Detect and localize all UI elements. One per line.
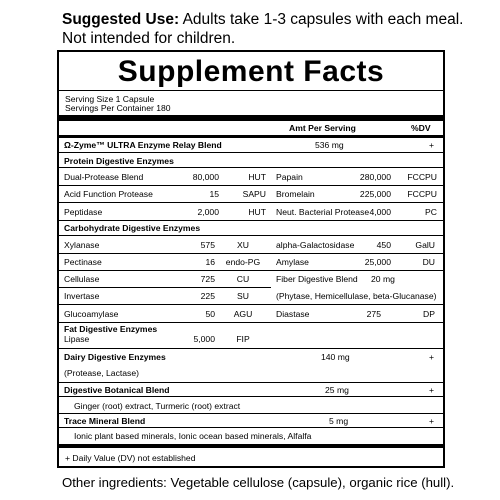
enzyme-name: Invertase — [64, 291, 100, 301]
enzyme-name: Glucoamylase — [64, 309, 119, 319]
amt-per-serving-header: Amt Per Serving — [289, 123, 356, 133]
divider — [59, 270, 443, 271]
botanical-header: Digestive Botanical Blend — [64, 385, 170, 395]
divider — [59, 382, 443, 383]
enzyme-value: 225,000 — [359, 189, 391, 199]
enzyme-unit: CU — [236, 274, 250, 284]
enzyme-value: 725 — [200, 274, 215, 284]
divider — [59, 202, 443, 203]
servings-per-container: Servings Per Container 180 — [65, 103, 171, 113]
divider — [59, 253, 443, 254]
enzyme-name: Xylanase — [64, 240, 100, 250]
mineral-dv: + — [429, 416, 435, 426]
dairy-dv: + — [429, 352, 435, 362]
suggested-use-text: Adults take 1-3 capsules with each meal. Not intended for children. — [62, 11, 464, 47]
thick-divider — [59, 115, 443, 121]
enzyme-value: 4,000 — [369, 207, 391, 217]
divider — [59, 322, 443, 323]
dairy-amount: 140 mg — [321, 352, 350, 362]
enzyme-value: 50 — [205, 309, 215, 319]
enzyme-unit: AGU — [233, 309, 253, 319]
supplement-facts-panel — [57, 50, 445, 468]
dairy-sub: (Protease, Lactase) — [64, 368, 139, 378]
divider — [59, 167, 443, 168]
enzyme-unit: SAPU — [242, 189, 266, 199]
carb-header: Carbohydrate Digestive Enzymes — [64, 223, 201, 233]
blend-name: Ω-Zyme™ ULTRA Enzyme Relay Blend — [64, 140, 222, 150]
enzyme-value: 450 — [376, 240, 391, 250]
enzyme-value: 2,000 — [197, 207, 219, 217]
blend-amount: 536 mg — [315, 140, 344, 150]
divider — [59, 396, 443, 397]
divider — [59, 427, 443, 428]
botanical-sub: Ginger (root) extract, Turmeric (root) extract — [74, 401, 241, 411]
enzyme-name: Acid Function Protease — [64, 189, 153, 199]
divider — [59, 348, 443, 349]
botanical-amount: 25 mg — [325, 385, 349, 395]
enzyme-value: 20 mg — [371, 274, 395, 284]
divider — [59, 235, 443, 236]
enzyme-unit: DP — [423, 309, 435, 319]
enzyme-name: alpha-Galactosidase — [276, 240, 355, 250]
mineral-amount: 5 mg — [329, 416, 349, 426]
dairy-header: Dairy Digestive Enzymes — [64, 352, 166, 362]
enzyme-unit: HUT — [248, 172, 266, 182]
enzyme-unit: XU — [237, 240, 249, 250]
divider — [59, 287, 271, 288]
mineral-header: Trace Mineral Blend — [64, 416, 146, 426]
divider — [59, 220, 443, 221]
enzyme-name: Bromelain — [276, 189, 315, 199]
enzyme-value: 15 — [209, 189, 219, 199]
suggested-use-label: Suggested Use: — [62, 11, 180, 28]
enzyme-value: 80,000 — [192, 172, 219, 182]
enzyme-unit: endo-PG — [225, 257, 261, 267]
enzyme-unit: HUT — [248, 207, 266, 217]
enzyme-value: 575 — [200, 240, 215, 250]
enzyme-value: 25,000 — [364, 257, 391, 267]
thick-divider — [59, 444, 443, 448]
divider — [59, 304, 443, 305]
enzyme-sub-list: (Phytase, Hemicellulase, beta-Glucanase) — [276, 291, 437, 301]
enzyme-value: 275 — [366, 309, 381, 319]
enzyme-unit: DU — [422, 257, 435, 267]
blend-dv: + — [429, 140, 435, 150]
divider — [59, 152, 443, 153]
enzyme-unit: FCCPU — [407, 189, 437, 199]
thick-divider — [59, 135, 443, 138]
divider — [59, 413, 443, 414]
enzyme-value: 225 — [200, 291, 215, 301]
enzyme-value: 16 — [205, 257, 215, 267]
other-ingredients: Other ingredients: Vegetable cellulose (capsule), organic rice (hull). — [62, 475, 455, 490]
enzyme-value: 5,000 — [193, 334, 215, 344]
suggested-use — [62, 10, 482, 48]
serving-size: Serving Size 1 Capsule — [65, 94, 155, 104]
dv-header: %DV — [411, 123, 431, 133]
mineral-sub: Ionic plant based minerals, Ionic ocean based minerals, Alfalfa — [74, 431, 312, 441]
protein-header: Protein Digestive Enzymes — [64, 156, 174, 166]
enzyme-name: Amylase — [276, 257, 309, 267]
enzyme-unit: FCCPU — [407, 172, 437, 182]
enzyme-unit: FIP — [236, 334, 250, 344]
enzyme-name: Cellulase — [64, 274, 100, 284]
botanical-dv: + — [429, 385, 435, 395]
enzyme-unit: GalU — [415, 240, 435, 250]
enzyme-name: Peptidase — [64, 207, 103, 217]
enzyme-unit: SU — [237, 291, 249, 301]
enzyme-name: Pectinase — [64, 257, 102, 267]
enzyme-name: Fiber Digestive Blend — [276, 274, 358, 284]
enzyme-name: Neut. Bacterial Protease — [276, 207, 370, 217]
enzyme-name: Lipase — [64, 334, 90, 344]
enzyme-unit: PC — [425, 207, 437, 217]
enzyme-name: Diastase — [276, 309, 310, 319]
enzyme-name: Dual-Protease Blend — [64, 172, 144, 182]
divider — [59, 185, 443, 186]
fat-header: Fat Digestive Enzymes — [64, 324, 158, 334]
enzyme-name: Papain — [276, 172, 303, 182]
divider — [59, 90, 443, 91]
enzyme-value: 280,000 — [359, 172, 391, 182]
facts-title: Supplement Facts — [117, 55, 385, 88]
dv-footnote: + Daily Value (DV) not established — [65, 453, 196, 463]
